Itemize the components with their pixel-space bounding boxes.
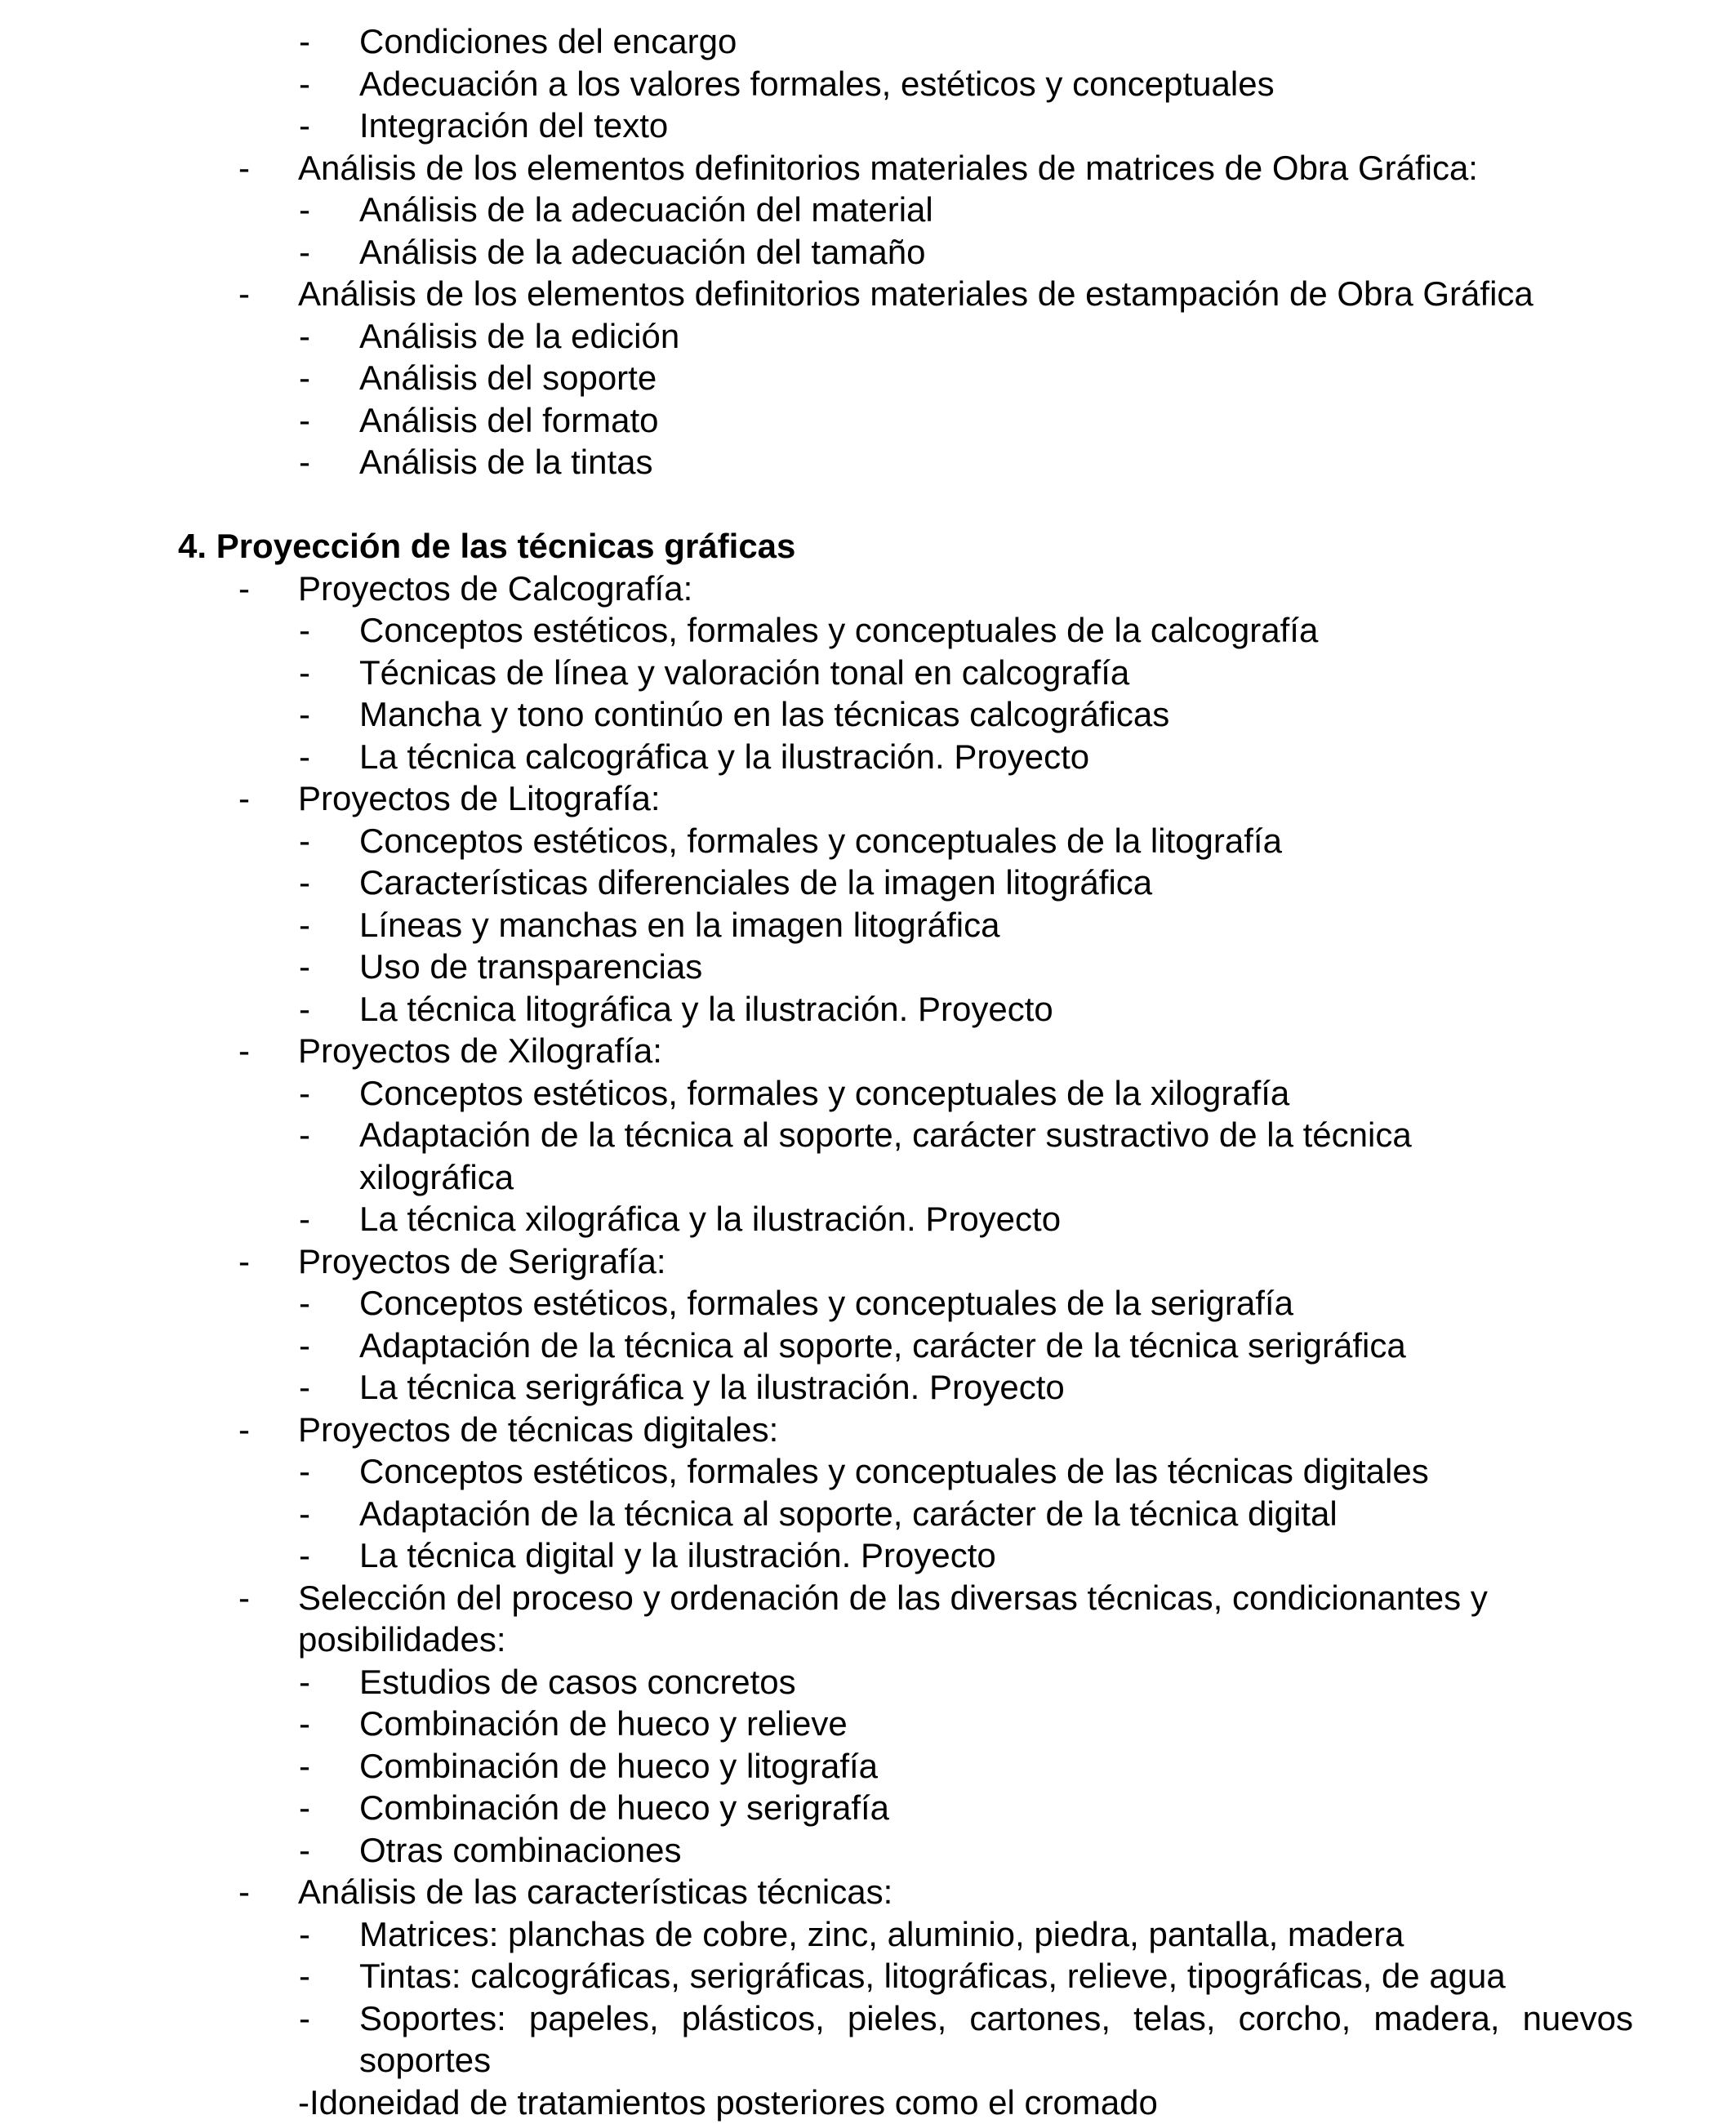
item-text: posibilidades: bbox=[298, 1620, 506, 1659]
sub-list-item bbox=[0, 904, 1736, 946]
item-text: Soportes: papeles, plásticos, pieles, cartones, telas, corcho, madera, nuevos bbox=[359, 1998, 1633, 2037]
section-heading: 4. Proyección de las técnicas gráficas bbox=[178, 527, 796, 565]
list-item bbox=[0, 1030, 1736, 1072]
bullet-dash: - bbox=[299, 443, 310, 481]
sub-list-item bbox=[0, 1703, 1736, 1745]
item-text: Integración del texto bbox=[359, 106, 669, 145]
sub-list-item bbox=[0, 357, 1736, 399]
bullet-dash: - bbox=[299, 947, 310, 986]
bullet-dash: - bbox=[238, 1409, 250, 1449]
item-text: Combinación de hueco y litografía bbox=[359, 1746, 879, 1785]
sub-list-item bbox=[0, 1366, 1736, 1409]
item-text: Selección del proceso y ordenación de las diversas técnicas, condicionantes y bbox=[298, 1578, 1488, 1617]
item-text: Características diferenciales de la imagen litográfica bbox=[359, 863, 1153, 902]
bullet-dash: - bbox=[238, 148, 250, 187]
sub-list-item bbox=[0, 946, 1736, 988]
sub-list-item bbox=[0, 231, 1736, 274]
bullet-dash: - bbox=[299, 1200, 310, 1238]
bullet-dash: - bbox=[299, 1662, 310, 1701]
analysis-list bbox=[0, 20, 1736, 483]
sub-list-item bbox=[0, 63, 1736, 105]
sub-list-item bbox=[0, 189, 1736, 231]
bullet-dash: - bbox=[299, 695, 310, 733]
item-text: Conceptos estéticos, formales y conceptuales de la serigrafía bbox=[359, 1284, 1293, 1322]
item-text: Análisis de las características técnicas: bbox=[298, 1872, 893, 1911]
bullet-dash: - bbox=[238, 1031, 250, 1070]
sub-list-item bbox=[0, 693, 1736, 736]
sub-list-item bbox=[0, 1493, 1736, 1535]
item-text: Adaptación de la técnica al soporte, carácter de la técnica digital bbox=[359, 1494, 1338, 1533]
item-text: La técnica litográfica y la ilustración. Proyecto bbox=[359, 989, 1053, 1028]
section-spacer bbox=[0, 483, 1736, 526]
sub-list-item bbox=[0, 1955, 1736, 1997]
sub-list-item bbox=[0, 1745, 1736, 1788]
bullet-dash: - bbox=[238, 1241, 250, 1280]
item-text: Proyectos de Serigrafía: bbox=[298, 1241, 666, 1280]
section-heading-row bbox=[0, 525, 1736, 568]
item-text: Análisis del soporte bbox=[359, 358, 657, 397]
document-page bbox=[0, 20, 1736, 2123]
bullet-dash: - bbox=[299, 232, 310, 271]
bullet-dash: - bbox=[238, 1578, 250, 1617]
sub-list-item bbox=[0, 2039, 1736, 2082]
item-text: La técnica serigráfica y la ilustración. Proyecto bbox=[359, 1368, 1065, 1406]
bullet-dash: - bbox=[238, 779, 250, 817]
list-item bbox=[0, 1577, 1736, 1619]
item-text: Proyectos de técnicas digitales: bbox=[298, 1409, 779, 1449]
bullet-dash: - bbox=[299, 1998, 310, 2037]
item-text: Análisis del formato bbox=[359, 400, 659, 439]
item-text: -Idoneidad de tratamientos posteriores como el cromado bbox=[298, 2082, 1158, 2122]
bullet-dash: - bbox=[299, 400, 310, 439]
item-text: Conceptos estéticos, formales y conceptuales de la xilografía bbox=[359, 1073, 1290, 1112]
list-item bbox=[0, 1240, 1736, 1283]
sub-list-item bbox=[0, 1072, 1736, 1115]
sub-list-item bbox=[0, 1534, 1736, 1577]
item-text: Proyectos de Calcografía: bbox=[298, 568, 693, 608]
bullet-dash: - bbox=[299, 1452, 310, 1490]
bullet-dash: - bbox=[299, 905, 310, 944]
item-text: Líneas y manchas en la imagen litográfica bbox=[359, 905, 1000, 944]
list-item bbox=[0, 568, 1736, 610]
sub-list-item bbox=[0, 988, 1736, 1031]
bullet-dash: - bbox=[299, 821, 310, 860]
item-text: Tintas: calcográficas, serigráficas, litográficas, relieve, tipográficas, de agua bbox=[359, 1957, 1506, 1995]
item-text: Mancha y tono continúo en las técnicas calcográficas bbox=[359, 695, 1170, 733]
sub-list-item bbox=[0, 1997, 1736, 2040]
sub-list-item bbox=[0, 1282, 1736, 1325]
bullet-dash: - bbox=[299, 358, 310, 397]
item-text: Conceptos estéticos, formales y conceptuales de la litografía bbox=[359, 821, 1282, 860]
item-text: Análisis de la adecuación del tamaño bbox=[359, 232, 926, 271]
sub-list-item bbox=[0, 441, 1736, 483]
item-text: Técnicas de línea y valoración tonal en calcografía bbox=[359, 652, 1130, 692]
bullet-dash: - bbox=[238, 274, 250, 313]
item-text: Proyectos de Xilografía: bbox=[298, 1031, 662, 1070]
sub-list-item bbox=[0, 862, 1736, 904]
item-text: Matrices: planchas de cobre, zinc, aluminio, piedra, pantalla, madera bbox=[359, 1914, 1404, 1953]
item-text: Combinación de hueco y serigrafía bbox=[359, 1788, 890, 1827]
sub-list-item bbox=[0, 399, 1736, 442]
bullet-dash: - bbox=[299, 1704, 310, 1743]
sub-list-item bbox=[0, 652, 1736, 694]
bullet-dash: - bbox=[299, 1830, 310, 1869]
sub-list-item bbox=[0, 1156, 1736, 1199]
item-text: Conceptos estéticos, formales y conceptuales de la calcografía bbox=[359, 611, 1319, 649]
sub-list-item bbox=[0, 1913, 1736, 1956]
sub-list-item bbox=[0, 1661, 1736, 1703]
bullet-dash: - bbox=[299, 22, 310, 60]
item-text: Conceptos estéticos, formales y conceptuales de las técnicas digitales bbox=[359, 1452, 1429, 1490]
sub-list-item bbox=[0, 736, 1736, 778]
list-item bbox=[0, 273, 1736, 315]
bullet-dash: - bbox=[299, 1325, 310, 1365]
bullet-dash: - bbox=[238, 1872, 250, 1911]
item-text: Proyectos de Litografía: bbox=[298, 779, 661, 817]
item-text: Estudios de casos concretos bbox=[359, 1662, 796, 1701]
item-text: Análisis de la tintas bbox=[359, 443, 653, 481]
item-text: soportes bbox=[359, 2041, 492, 2079]
bullet-dash: - bbox=[299, 1494, 310, 1533]
bullet-dash: - bbox=[299, 1073, 310, 1112]
sub-list-item bbox=[0, 609, 1736, 652]
item-text: Análisis de los elementos definitorios materiales de matrices de Obra Gráfica: bbox=[298, 148, 1478, 187]
sub-list-item bbox=[0, 105, 1736, 147]
list-item bbox=[0, 1619, 1736, 1661]
item-text: Adecuación a los valores formales, estéticos y conceptuales bbox=[359, 64, 1275, 103]
bullet-dash: - bbox=[299, 652, 310, 692]
list-item bbox=[0, 2082, 1736, 2124]
sub-list-item bbox=[0, 1114, 1736, 1156]
list-item bbox=[0, 1409, 1736, 1451]
sub-list-item bbox=[0, 315, 1736, 358]
item-text: Adaptación de la técnica al soporte, carácter sustractivo de la técnica bbox=[359, 1115, 1412, 1154]
sub-list-item bbox=[0, 1787, 1736, 1829]
item-text: Análisis de la adecuación del material bbox=[359, 190, 933, 229]
techniques-list bbox=[0, 568, 1736, 2124]
item-text: xilográfica bbox=[359, 1157, 514, 1196]
item-text: Condiciones del encargo bbox=[359, 22, 737, 60]
sub-list-item bbox=[0, 1829, 1736, 1872]
sub-list-item bbox=[0, 1450, 1736, 1493]
list-item bbox=[0, 777, 1736, 820]
bullet-dash: - bbox=[299, 1284, 310, 1322]
item-text: Adaptación de la técnica al soporte, carácter de la técnica serigráfica bbox=[359, 1325, 1406, 1365]
bullet-dash: - bbox=[299, 737, 310, 776]
item-text: La técnica xilográfica y la ilustración. Proyecto bbox=[359, 1200, 1062, 1238]
sub-list-item bbox=[0, 1198, 1736, 1240]
item-text: Combinación de hueco y relieve bbox=[359, 1704, 848, 1743]
sub-list-item bbox=[0, 1325, 1736, 1367]
bullet-dash: - bbox=[299, 1914, 310, 1953]
item-text: La técnica digital y la ilustración. Proyecto bbox=[359, 1536, 996, 1574]
bullet-dash: - bbox=[299, 1746, 310, 1785]
item-text: La técnica calcográfica y la ilustración. Proyecto bbox=[359, 737, 1090, 776]
bullet-dash: - bbox=[299, 989, 310, 1028]
bullet-dash: - bbox=[299, 190, 310, 229]
bullet-dash: - bbox=[299, 1788, 310, 1827]
bullet-dash: - bbox=[299, 316, 310, 355]
item-text: Análisis de los elementos definitorios materiales de estampación de Obra Gráfica bbox=[298, 274, 1533, 313]
item-text: Otras combinaciones bbox=[359, 1830, 682, 1869]
bullet-dash: - bbox=[299, 611, 310, 649]
list-item bbox=[0, 147, 1736, 189]
item-text: Uso de transparencias bbox=[359, 947, 703, 986]
bullet-dash: - bbox=[299, 106, 310, 145]
bullet-dash: - bbox=[299, 1957, 310, 1995]
sub-list-item bbox=[0, 820, 1736, 862]
bullet-dash: - bbox=[238, 568, 250, 608]
sub-list-item bbox=[0, 20, 1736, 63]
bullet-dash: - bbox=[299, 1536, 310, 1574]
bullet-dash: - bbox=[299, 863, 310, 902]
item-text: Análisis de la edición bbox=[359, 316, 680, 355]
bullet-dash: - bbox=[299, 1115, 310, 1154]
bullet-dash: - bbox=[299, 1368, 310, 1406]
list-item bbox=[0, 1871, 1736, 1913]
bullet-dash: - bbox=[299, 64, 310, 103]
